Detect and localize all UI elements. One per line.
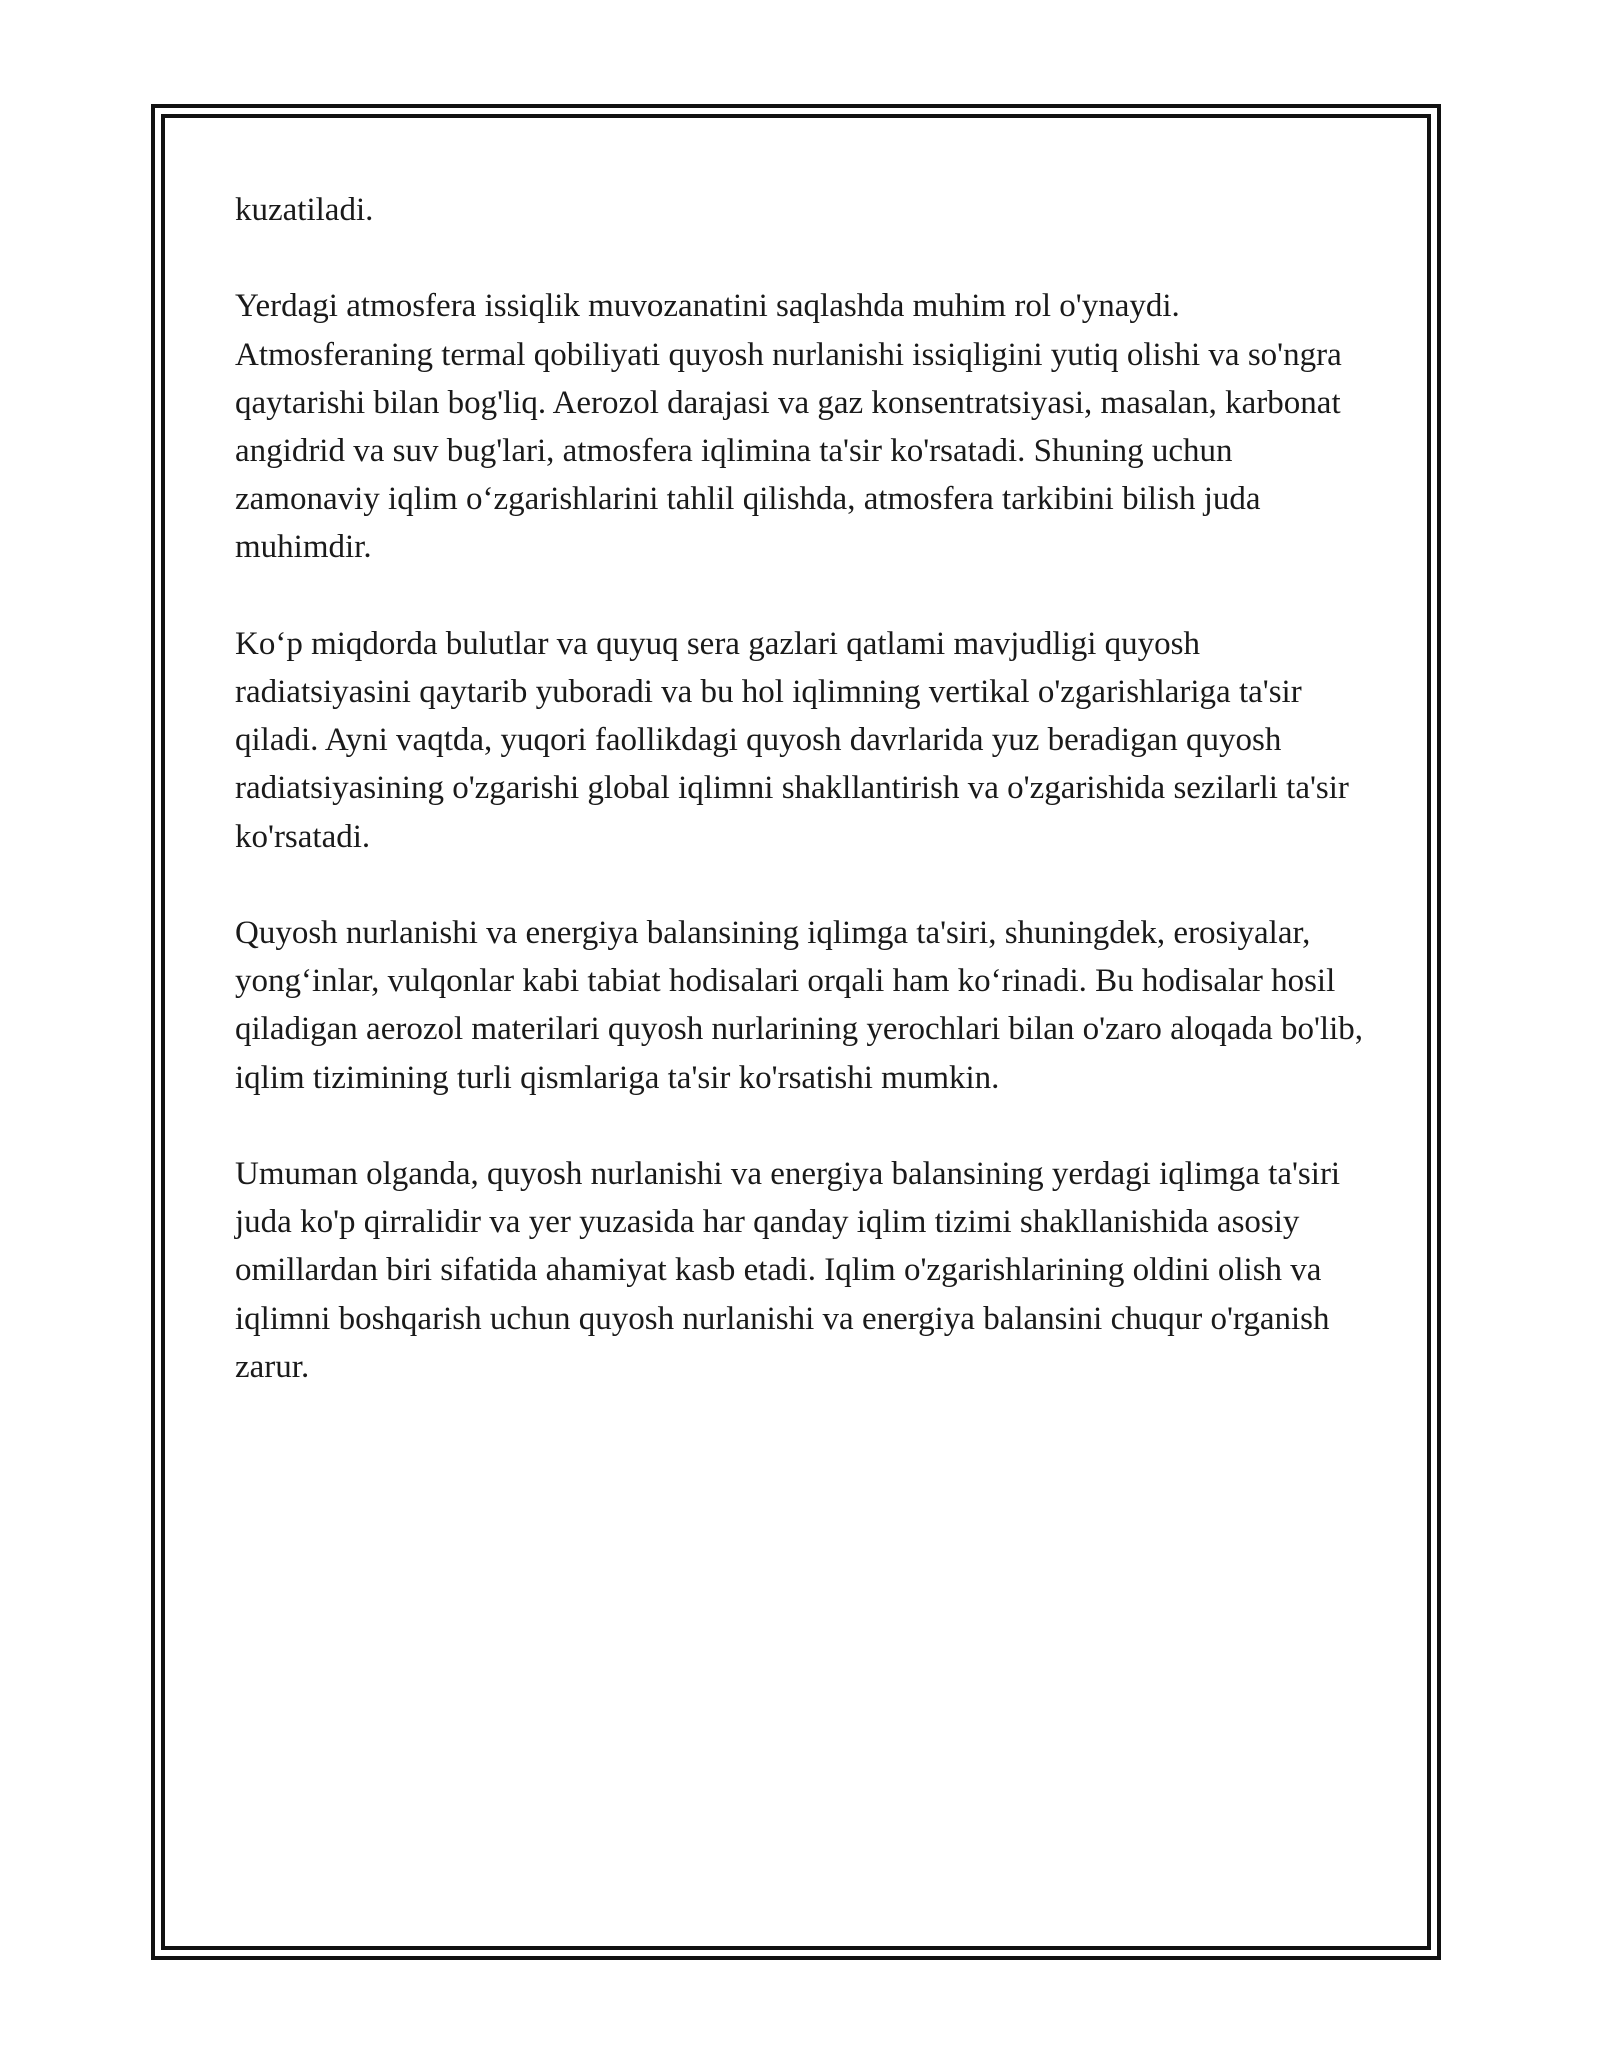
paragraph-continuation: kuzatiladi. <box>235 192 374 228</box>
paragraph-atmosphere-heat-balance: Yerdagi atmosfera issiqlik muvozanatini saqlashda muhim rol o'ynaydi. Atmosferaning termal qobiliyati quyosh nurlanishi issiqligini yutiq olishi va so'ngra qaytarishi bilan bog'liq. Aerozol darajasi va gaz konsentratsiyasi, masalan, karbonat angidrid va suv bug'lari, atmosfera iqlimina ta'sir ko'rsatadi. Shuning uchun zamonaviy iqlim o‘zgarishlarini tahlil qilishda, atmosfera tarkibini bilish juda muhimdir. <box>235 288 1342 566</box>
document-body <box>235 186 1370 1391</box>
paragraph-natural-phenomena: Quyosh nurlanishi va energiya balansining iqlimga ta'siri, shuningdek, erosiyalar, yong‘inlar, vulqonlar kabi tabiat hodisalari orqali ham ko‘rinadi. Bu hodisalar hosil qiladigan aerozol materilari quyosh nurlarining yerochlari bilan o'zaro aloqada bo'lib, iqlim tizimining turli qismlariga ta'sir ko'rsatishi mumkin. <box>235 915 1363 1096</box>
paragraph-conclusion: Umuman olganda, quyosh nurlanishi va energiya balansining yerdagi iqlimga ta'siri juda ko'p qirralidir va yer yuzasida har qanday iqlim tizimi shakllanishida asosiy omillardan biri sifatida ahamiyat kasb etadi. Iqlim o'zgarishlarining oldini olish va iqlimni boshqarish uchun quyosh nurlanishi va energiya balansini chuqur o'rganish zarur. <box>235 1156 1341 1385</box>
paragraph-clouds-radiation: Ko‘p miqdorda bulutlar va quyuq sera gazlari qatlami mavjudligi quyosh radiatsiyasini qaytarib yuboradi va bu hol iqlimning vertikal o'zgarishlariga ta'sir qiladi. Ayni vaqtda, yuqori faollikdagi quyosh davrlarida yuz beradigan quyosh radiatsiyasining o'zgarishi global iqlimni shakllantirish va o'zgarishida sezilarli ta'sir ko'rsatadi. <box>235 625 1349 855</box>
